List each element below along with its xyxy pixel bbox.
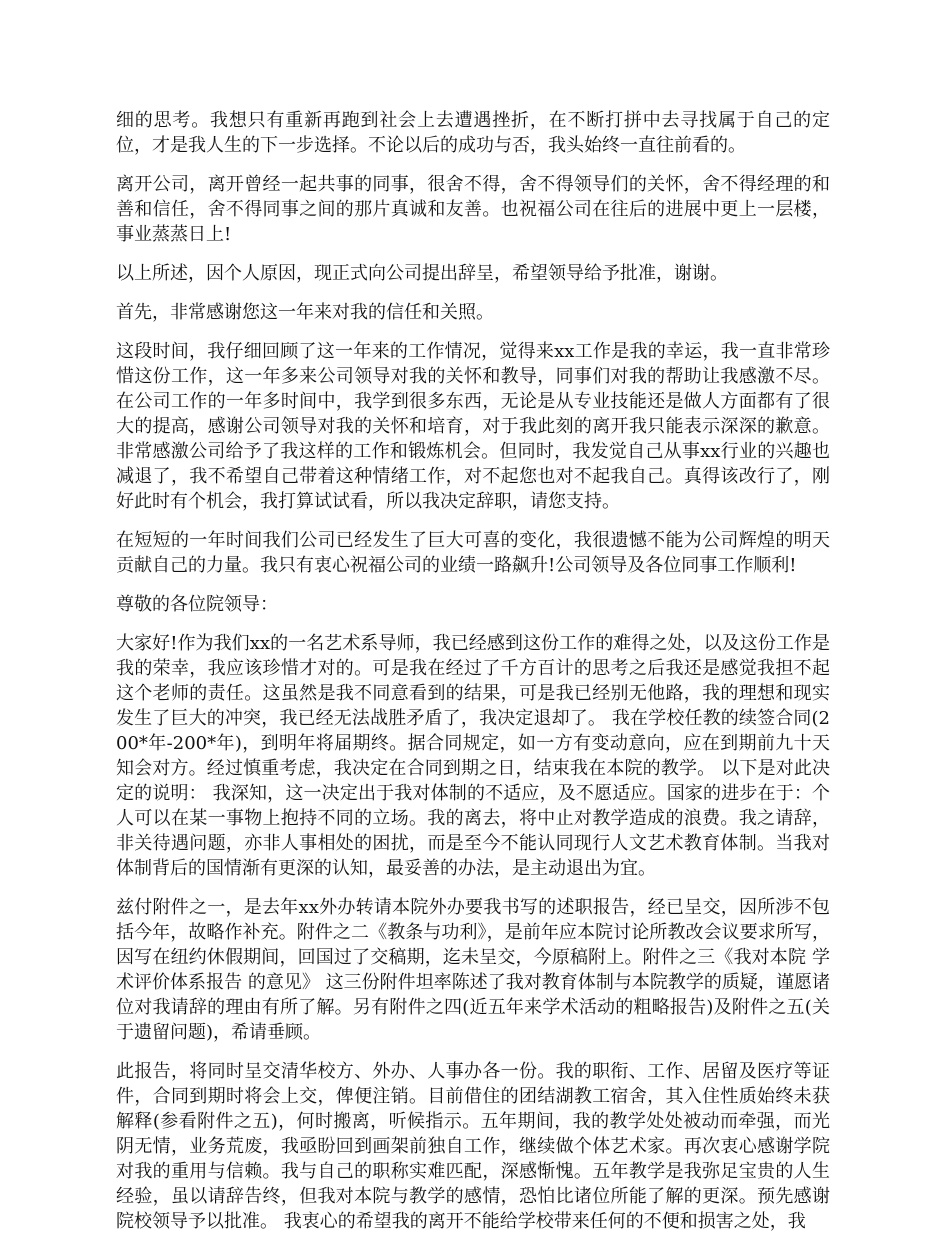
document-body xyxy=(116,108,830,1248)
paragraph: 大家好!作为我们xx的一名艺术系导师，我已经感到这份工作的难得之处，以及这份工作是我的荣幸，我应该珍惜才对的。可是我在经过了千方百计的思考之后我还是感觉我担不起这个老师的责任。这虽然是我不同意看到的结果，可是我已经别无他路，我的理想和现实发生了巨大的冲突，我已经无法战胜矛盾了，我决定退却了。 我在学校任教的续签合同(200*年-200*年)，到明年将届期终。据合同规定，如一方有变动意向，应在到期前九十天知会对方。经过慎重考虑，我决定在合同到期之日，结束我在本院的教学。 以下是对此决定的说明： 我深知，这一决定出于我对体制的不适应，及不愿适应。国家的进步在于：个人可以在某一事物上抱持不同的立场。我的离去，将中止对教学造成的浪费。我之请辞，非关待遇问题，亦非人事相处的困扰，而是至今不能认同现行人文艺术教育体制。当我对体制背后的国情渐有更深的认知，最妥善的办法，是主动退出为宜。 xyxy=(116,633,830,879)
paragraph: 此报告，将同时呈交清华校方、外办、人事办各一份。我的职衔、工作、居留及医疗等证件，合同到期时将会上交，俾便注销。目前借住的团结湖教工宿舍，其入住性质始终未获解释(参看附件之五)，何时搬离，听候指示。五年期间，我的教学处处被动而牵强，而光阴无情，业务荒废，我亟盼回到画架前独自工作，继续做个体艺术家。再次衷心感谢学院对我的重用与信赖。我与自己的职称实难匹配，深感惭愧。五年教学是我弥足宝贵的人生经验，虽以请辞告终，但我对本院与教学的感情，恐怕比诸位所能了解的更深。预先感谢院校领导予以批准。 我衷心的希望我的离开不能给学校带来任何的不便和损害之处，我 xyxy=(116,1061,830,1232)
paragraph: 细的思考。我想只有重新再跑到社会上去遭遇挫折，在不断打拼中去寻找属于自己的定位，才是我人生的下一步选择。不论以后的成功与否，我头始终一直往前看的。 xyxy=(116,110,830,156)
salutation: 尊敬的各位院领导： xyxy=(116,594,278,615)
paragraph: 以上所述，因个人原因，现正式向公司提出辞呈，希望领导给予批准，谢谢。 xyxy=(116,263,728,284)
paragraph: 离开公司，离开曾经一起共事的同事，很舍不得，舍不得领导们的关怀，舍不得经理的和善和信任，舍不得同事之间的那片真诚和友善。也祝福公司在往后的进展中更上一层楼，事业蒸蒸日上! xyxy=(116,174,830,245)
paragraph: 首先，非常感谢您这一年来对我的信任和关照。 xyxy=(116,302,494,323)
paragraph: 兹付附件之一，是去年xx外办转请本院外办要我书写的述职报告，经已呈交，因所涉不包括今年，故略作补充。附件之二《教条与功利》，是前年应本院讨论所教改会议要求所写，因写在纽约休假期间，回国过了交稿期，迄未呈交，今原稿附上。附件之三《我对本院 学术评价体系报告 的意见》 这三份附件坦率陈述了我对教育体制与本院教学的质疑，谨愿诸位对我请辞的理由有所了解。另有附件之四(近五年来学术活动的粗略报告)及附件之五(关于遗留问题)，希请垂顾。 xyxy=(116,897,830,1043)
paragraph: 在短短的一年时间我们公司已经发生了巨大可喜的变化，我很遗憾不能为公司辉煌的明天贡献自己的力量。我只有衷心祝福公司的业绩一路飙升!公司领导及各位同事工作顺利! xyxy=(116,530,830,576)
paragraph: 这段时间，我仔细回顾了这一年来的工作情况，觉得来xx工作是我的幸运，我一直非常珍惜这份工作，这一年多来公司领导对我的关怀和教导，同事们对我的帮助让我感激不尽。在公司工作的一年多时间中，我学到很多东西，无论是从专业技能还是做人方面都有了很大的提高，感谢公司领导对我的关怀和培育，对于我此刻的离开我只能表示深深的歉意。非常感激公司给予了我这样的工作和锻炼机会。但同时，我发觉自己从事xx行业的兴趣也减退了，我不希望自己带着这种情绪工作，对不起您也对不起我自己。真得该改行了，刚好此时有个机会，我打算试试看，所以我决定辞职，请您支持。 xyxy=(116,341,830,512)
